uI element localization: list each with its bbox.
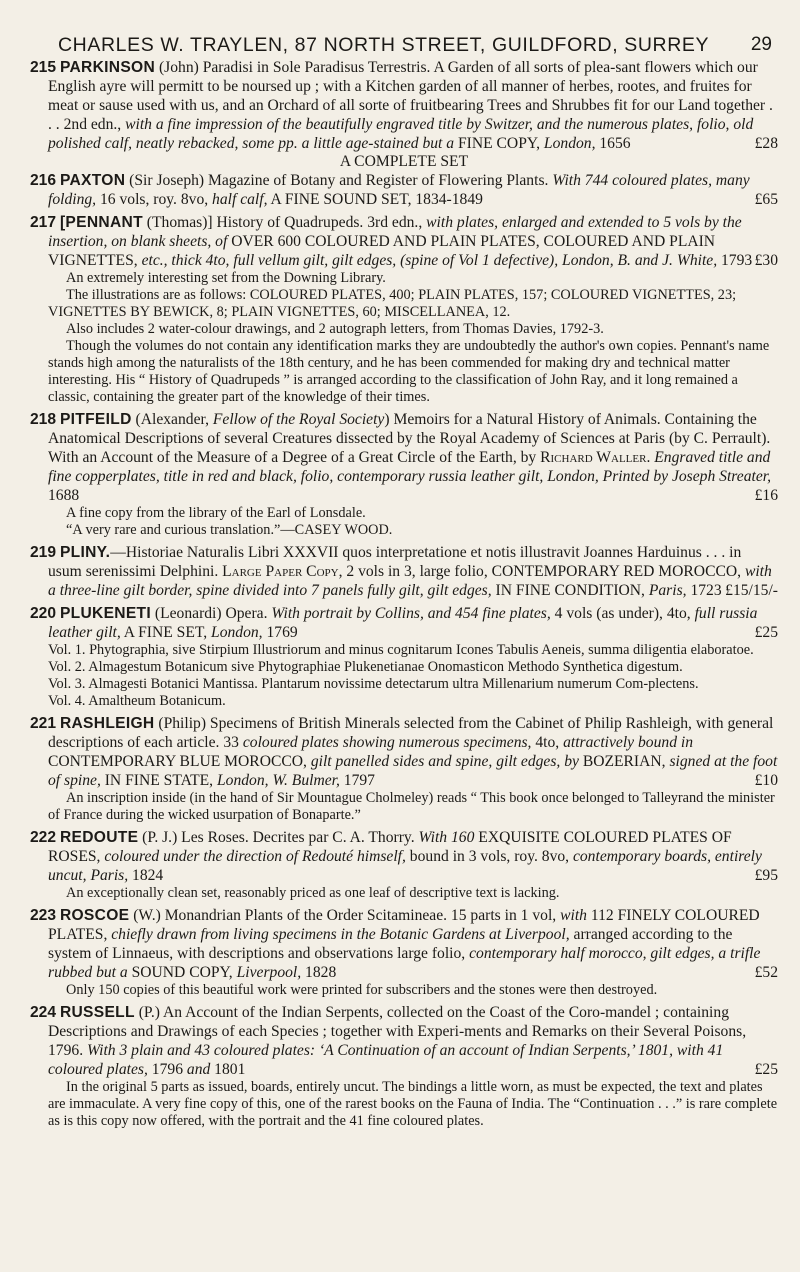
price: £10 xyxy=(754,772,778,789)
volume-line: Vol. 2. Almagestum Botanicum sive Phytographiae Plukenetianae Onomasticon Methodo Synthetica digestum. xyxy=(48,659,683,675)
note: A fine copy from the library of the Earl of Lonsdale. xyxy=(66,505,366,521)
page-number: 29 xyxy=(750,34,772,55)
entry-221: 221 RASHLEIGH (Philip) Specimens of British Minerals selected from the Cabinet of Philip Rashleigh, with general descriptions of each article. 33 coloured plates showing numerous specimens, 4to, attractively bound in CONTEMPORARY BLUE MOROCCO, gilt panelled sides and spine, gilt edges, by BOZERIAN, signed at the foot of spine, IN FINE STATE, London, W. Bulmer, 1797 £10 xyxy=(30,715,778,789)
volume-line: Vol. 4. Amaltheum Botanicum. xyxy=(48,693,226,709)
note: “A very rare and curious translation.”—CASEY WOOD. xyxy=(66,522,393,538)
page-header xyxy=(30,22,778,58)
note: In the original 5 parts as issued, boards, entirely uncut. The bindings a little worn, as must be expected, the text and plates are immaculate. A very fine copy of this, one of the rarest books on the Fauna of India. The “Continuation . . .” is rare complete as is this copy now offered, with the portrait and the 41 fine coloured plates. xyxy=(48,1079,778,1129)
entry-222: 222 REDOUTE (P. J.) Les Roses. Decrites par C. A. Thorry. With 160 EXQUISITE COLOURED PLATES OF ROSES, coloured under the direction of Redouté himself, bound in 3 vols, roy. 8vo, contemporary boards, entirely uncut, Paris, 1824 £95 xyxy=(30,829,778,884)
price: £52 xyxy=(754,964,778,981)
price: £28 xyxy=(754,135,778,152)
entry-219: 219 PLINY.—Historiae Naturalis Libri XXXVII quos interpretatione et notis illustravit Joannes Harduinus . . . in usum serenissimi Delphini. Large Paper Copy, 2 vols in 3, large folio, CONTEMPORARY RED MOROCCO, with a three-line gilt border, spine divided into 7 panels fully gilt, gilt edges, IN FINE CONDITION, Paris, 1723 £15/15/- xyxy=(30,544,778,599)
entry-223: 223 ROSCOE (W.) Monandrian Plants of the Order Scitamineae. 15 parts in 1 vol, with 112 FINELY COLOURED PLATES, chiefly drawn from living specimens in the Botanic Gardens at Liverpool, arranged according to the system of Linnaeus, with descriptions and observations large folio, contemporary half morocco, gilt edges, a trifle rubbed but a SOUND COPY, Liverpool, 1828 £52 xyxy=(30,907,778,981)
volume-line: Vol. 3. Almagesti Botanici Mantissa. Plantarum novissime detectarum ultra Millenarium numerum Com-plectens. xyxy=(48,676,699,692)
entry-216: 216 PAXTON (Sir Joseph) Magazine of Botany and Register of Flowering Plants. With 744 coloured plates, many folding, 16 vols, roy. 8vo, half calf, A FINE SOUND SET, 1834-1849 £65 xyxy=(30,172,778,208)
price: £95 xyxy=(754,867,778,884)
note: Only 150 copies of this beautiful work were printed for subscribers and the stones were then destroyed. xyxy=(66,982,658,998)
price: £15/15/- xyxy=(725,582,778,599)
price: £30 xyxy=(754,252,778,269)
entry-217: 217 [PENNANT (Thomas)] History of Quadrupeds. 3rd edn., with plates, enlarged and extended to 5 vols by the insertion, on blank sheets, of OVER 600 COLOURED AND PLAIN PLATES, COLOURED AND PLAIN VIGNETTES, etc., thick 4to, full vellum gilt, gilt edges, (spine of Vol 1 defective), London, B. and J. White, 1793 £30 xyxy=(30,214,778,269)
price: £25 xyxy=(754,624,778,641)
entry-218: 218 PITFEILD (Alexander, Fellow of the Royal Society) Memoirs for a Natural History of Animals. Containing the Anatomical Descriptions of several Creatures dissected by the Royal Academy of Sciences at Paris (by C. Perrault). With an Account of the Measure of a Degree of a Great Circle of the Earth, by Richard Waller. Engraved title and fine copperplates, title in red and black, folio, contemporary russia leather gilt, London, Printed by Joseph Streater, 1688 £16 xyxy=(30,411,778,504)
price: £16 xyxy=(754,487,778,504)
note: An extremely interesting set from the Downing Library. xyxy=(66,270,386,286)
note: An inscription inside (in the hand of Sir Mountague Cholmeley) reads “ This book once belonged to Talleyrand the minister of France during the wicked usurpation of Bonaparte.” xyxy=(48,790,775,823)
price: £25 xyxy=(754,1061,778,1078)
entry-224: 224 RUSSELL (P.) An Account of the Indian Serpents, collected on the Coast of the Coro-mandel ; containing Descriptions and Drawings of each Species ; together with Experi-ments and Remarks on their Several Poisons, 1796. With 3 plain and 43 coloured plates: ‘A Continuation of an account of Indian Serpents,’ 1801, with 41 coloured plates, 1796 and 1801 £25 xyxy=(30,1004,778,1078)
volume-line: Vol. 1. Phytographia, sive Stirpium Illustriorum and minus cognitarum Icones Tabulis Aeneis, summa diligentia elaboratoe. xyxy=(48,642,754,658)
note: Also includes 2 water-colour drawings, and 2 autograph letters, from Thomas Davies, 1792-3. xyxy=(66,321,604,337)
price: £65 xyxy=(754,191,778,208)
entry-215: 215 PARKINSON (John) Paradisi in Sole Paradisus Terrestris. A Garden of all sorts of plea-sant flowers which our English ayre will permitt to be noursed up ; with a Kitchen garden of all manner of herbes, rootes, and fruites for meat or sause used with us, and an Orchard of all sorte of fruitbearing Trees and Shrubbes fit for our Land together . . . 2nd edn., with a fine impression of the beautifully engraved title by Switzer, and the numerous plates, folio, old polished calf, neatly rebacked, some pp. a little age-stained but a FINE COPY, London, 1656 £28 xyxy=(30,59,778,152)
note: Though the volumes do not contain any identification marks they are undoubtedly the author's own copies. Pennant's name stands high among the naturalists of the 18th century, and he has been commended for making dry and technical matter interesting. His “ History of Quadrupeds ” is arranged according to the classification of John Ray, and it long remained a classic, containing the greater part of the knowledge of their times. xyxy=(48,338,770,405)
note: An exceptionally clean set, reasonably priced as one leaf of descriptive text is lacking. xyxy=(66,885,560,901)
note: The illustrations are as follows: COLOURED PLATES, 400; PLAIN PLATES, 157; COLOURED VIGNETTES, 23; VIGNETTES BY BEWICK, 8; PLAIN VIGNETTES, 60; MISCELLANEA, 12. xyxy=(48,287,737,320)
running-head: CHARLES W. TRAYLEN, 87 NORTH STREET, GUILDFORD, SURREY xyxy=(58,34,710,56)
entry-220: 220 PLUKENETI (Leonardi) Opera. With portrait by Collins, and 454 fine plates, 4 vols (as under), 4to, full russia leather gilt, A FINE SET, London, 1769 £25 xyxy=(30,605,778,641)
complete-set-heading: A COMPLETE SET xyxy=(339,153,469,170)
